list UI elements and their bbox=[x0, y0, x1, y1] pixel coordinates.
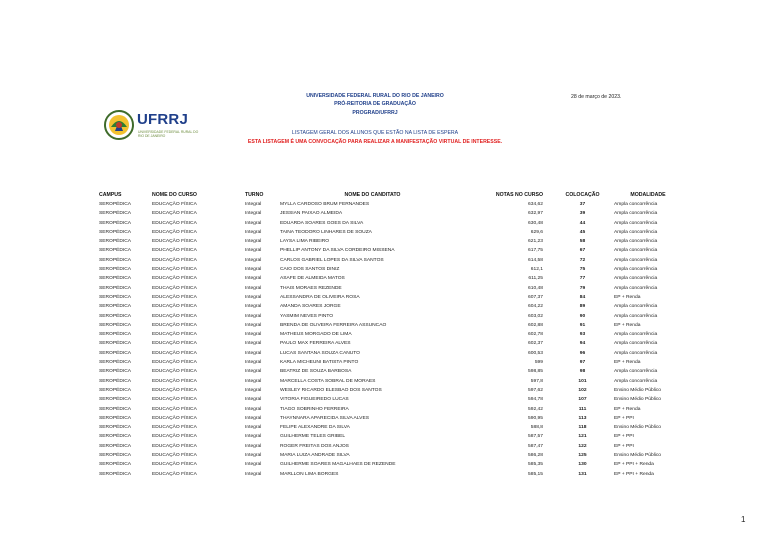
rank-cell: 37 bbox=[579, 202, 586, 207]
table-row bbox=[97, 349, 684, 358]
candidate-name-cell: LUCAS SANTANA SOUZA CANUTO bbox=[280, 350, 360, 356]
course-cell: EDUCAÇÃO FÍSICA bbox=[152, 378, 197, 384]
modality-cell: Ampla concorrência bbox=[614, 211, 658, 217]
candidate-name-cell: LAYSA LIMA RIBEIRO bbox=[280, 239, 330, 245]
score-cell: 585,35 bbox=[528, 462, 543, 468]
campus-cell: SEROPÉDICA bbox=[99, 406, 132, 412]
score-cell: 594,78 bbox=[528, 397, 543, 403]
modality-cell: EP + PPI bbox=[614, 415, 634, 421]
department-name: PRÓ-REITORIA DE GRADUAÇÃO bbox=[334, 101, 416, 107]
shift-cell: Integral bbox=[245, 360, 262, 366]
score-cell: 592,42 bbox=[528, 406, 543, 412]
table-row bbox=[97, 312, 684, 321]
course-cell: EDUCAÇÃO FÍSICA bbox=[152, 462, 197, 468]
column-header-shift: TURNO bbox=[245, 192, 264, 198]
table-row bbox=[97, 460, 684, 469]
candidate-name-cell: PHELLIP ANTONY DA SILVA CORDEIRO MISSENA bbox=[280, 248, 395, 254]
campus-cell: SEROPÉDICA bbox=[99, 387, 132, 393]
course-cell: EDUCAÇÃO FÍSICA bbox=[152, 443, 197, 449]
table-row bbox=[97, 339, 684, 348]
shift-cell: Integral bbox=[245, 248, 262, 254]
shift-cell: Integral bbox=[245, 350, 262, 356]
shift-cell: Integral bbox=[245, 397, 262, 403]
score-cell: 599 bbox=[534, 360, 543, 366]
campus-cell: SEROPÉDICA bbox=[99, 443, 132, 449]
candidate-name-cell: EDUARDA SOARES GOES DA SILVA bbox=[280, 220, 364, 226]
course-cell: EDUCAÇÃO FÍSICA bbox=[152, 471, 197, 477]
campus-cell: SEROPÉDICA bbox=[99, 415, 132, 421]
score-cell: 586,28 bbox=[528, 453, 543, 459]
shift-cell: Integral bbox=[245, 202, 262, 207]
campus-cell: SEROPÉDICA bbox=[99, 453, 132, 459]
candidate-name-cell: MYLLA CARDOSO BRUM FERNANDES bbox=[280, 202, 370, 207]
rank-cell: 101 bbox=[578, 378, 587, 384]
score-cell: 630,48 bbox=[528, 220, 543, 226]
course-cell: EDUCAÇÃO FÍSICA bbox=[152, 360, 197, 366]
modality-cell: Ensino Médio Público bbox=[614, 397, 662, 403]
campus-cell: SEROPÉDICA bbox=[99, 341, 132, 347]
campus-cell: SEROPÉDICA bbox=[99, 462, 132, 468]
shift-cell: Integral bbox=[245, 443, 262, 449]
course-cell: EDUCAÇÃO FÍSICA bbox=[152, 248, 197, 254]
candidate-name-cell: ROGER FREITAS DOS ANJOS bbox=[280, 443, 349, 449]
candidate-name-cell: YASMIM NEVES PINTO bbox=[280, 313, 334, 319]
score-cell: 612,1 bbox=[530, 267, 543, 273]
score-cell: 603,02 bbox=[528, 313, 543, 319]
candidate-name-cell: THAYNNARA APARECIDA SILVA ALVES bbox=[280, 415, 369, 421]
course-cell: EDUCAÇÃO FÍSICA bbox=[152, 332, 197, 338]
candidate-name-cell: ALESSANDRA DE OLIVEIRA ROSA bbox=[280, 294, 360, 300]
candidate-name-cell: MARLLON LIMA BORGES bbox=[280, 471, 339, 477]
modality-cell: Ensino Médio Público bbox=[614, 387, 662, 393]
campus-cell: SEROPÉDICA bbox=[99, 229, 132, 235]
candidate-name-cell: MARIA LUIZA ANDRADE SILVA bbox=[280, 453, 350, 459]
shift-cell: Integral bbox=[245, 332, 262, 338]
candidate-name-cell: FELIPE ALEXANDRE DA SILVA bbox=[280, 425, 350, 431]
modality-cell: EP + Renda bbox=[614, 406, 641, 412]
table-row bbox=[97, 414, 684, 423]
modality-cell: Ampla concorrência bbox=[614, 248, 658, 254]
shift-cell: Integral bbox=[245, 220, 262, 226]
table-row bbox=[97, 330, 684, 339]
campus-cell: SEROPÉDICA bbox=[99, 322, 132, 328]
rank-cell: 96 bbox=[579, 350, 586, 356]
score-cell: 610,48 bbox=[528, 285, 543, 291]
score-cell: 602,37 bbox=[528, 341, 543, 347]
campus-cell: SEROPÉDICA bbox=[99, 313, 132, 319]
course-cell: EDUCAÇÃO FÍSICA bbox=[152, 369, 197, 375]
table-row bbox=[97, 367, 684, 376]
rank-cell: 79 bbox=[579, 285, 586, 291]
table-row bbox=[97, 200, 684, 209]
candidate-name-cell: GUILHERME TELES GRIBEL bbox=[280, 434, 346, 440]
modality-cell: EP + PPI + Renda bbox=[614, 462, 654, 468]
shift-cell: Integral bbox=[245, 387, 262, 393]
table-row bbox=[97, 209, 684, 218]
logo-name: UFRRJ bbox=[137, 111, 189, 128]
course-cell: EDUCAÇÃO FÍSICA bbox=[152, 350, 197, 356]
rank-cell: 58 bbox=[579, 239, 586, 245]
score-cell: 621,23 bbox=[528, 239, 543, 245]
candidate-name-cell: JESSIAN PAIXAO ALMEIDA bbox=[280, 211, 343, 217]
candidate-name-cell: ASAFE DE ALMEIDA MATOS bbox=[280, 276, 345, 282]
modality-cell: Ampla concorrência bbox=[614, 267, 658, 273]
rank-cell: 84 bbox=[579, 294, 586, 300]
campus-cell: SEROPÉDICA bbox=[99, 257, 132, 263]
shift-cell: Integral bbox=[245, 434, 262, 440]
table-row bbox=[97, 377, 684, 386]
shift-cell: Integral bbox=[245, 257, 262, 263]
shift-cell: Integral bbox=[245, 378, 262, 384]
score-cell: 602,88 bbox=[528, 322, 543, 328]
column-header-rank: COLOCAÇÃO bbox=[565, 192, 600, 198]
rank-cell: 121 bbox=[578, 434, 587, 440]
rank-cell: 72 bbox=[579, 257, 586, 263]
course-cell: EDUCAÇÃO FÍSICA bbox=[152, 406, 197, 412]
modality-cell: Ampla concorrência bbox=[614, 304, 658, 310]
modality-cell: Ampla concorrência bbox=[614, 257, 658, 263]
candidate-name-cell: BRENDA DE OLIVEIRA FERREIRA ASSUNCAO bbox=[280, 322, 387, 328]
campus-cell: SEROPÉDICA bbox=[99, 434, 132, 440]
candidate-name-cell: BEATRIZ DE SOUZA BARBOSA bbox=[280, 369, 352, 375]
rank-cell: 75 bbox=[579, 267, 586, 273]
course-cell: EDUCAÇÃO FÍSICA bbox=[152, 304, 197, 310]
waiting-list-table bbox=[97, 191, 684, 479]
column-header-score: NOTAS NO CURSO bbox=[495, 192, 543, 198]
table-row bbox=[97, 284, 684, 293]
candidate-name-cell: TAINA TEODORO LINHARES DE SOUZA bbox=[280, 229, 372, 235]
table-row bbox=[97, 246, 684, 255]
score-cell: 588,8 bbox=[530, 425, 543, 431]
document-date: 28 de março de 2023. bbox=[571, 94, 622, 100]
campus-cell: SEROPÉDICA bbox=[99, 267, 132, 273]
course-cell: EDUCAÇÃO FÍSICA bbox=[152, 387, 197, 393]
list-title: LISTAGEM GERAL DOS ALUNOS QUE ESTÃO NA LISTA DE ESPERA bbox=[291, 130, 459, 136]
shift-cell: Integral bbox=[245, 276, 262, 282]
shift-cell: Integral bbox=[245, 211, 262, 217]
rank-cell: 111 bbox=[578, 406, 587, 412]
column-header-course: NOME DO CURSO bbox=[152, 192, 197, 198]
modality-cell: Ampla concorrência bbox=[614, 313, 658, 319]
table-row bbox=[97, 423, 684, 432]
campus-cell: SEROPÉDICA bbox=[99, 471, 132, 477]
rank-cell: 90 bbox=[579, 313, 586, 319]
table-row bbox=[97, 293, 684, 302]
candidate-name-cell: MARCELLA COSTA SOBRAL DE MORAES bbox=[280, 378, 376, 384]
rank-cell: 77 bbox=[579, 276, 586, 282]
table-row bbox=[97, 321, 684, 330]
score-cell: 587,57 bbox=[528, 434, 543, 440]
campus-cell: SEROPÉDICA bbox=[99, 220, 132, 226]
table-row bbox=[97, 358, 684, 367]
candidate-name-cell: VITORIA FIGUEIREDO LUCAS bbox=[280, 397, 349, 403]
rank-cell: 122 bbox=[578, 443, 587, 449]
modality-cell: EP + PPI bbox=[614, 443, 634, 449]
shift-cell: Integral bbox=[245, 406, 262, 412]
candidate-name-cell: CARLOS GABRIEL LOPES DA SILVA SANTOS bbox=[280, 257, 384, 263]
rank-cell: 97 bbox=[579, 360, 586, 366]
score-cell: 617,75 bbox=[528, 248, 543, 254]
score-cell: 598,85 bbox=[528, 369, 543, 375]
rank-cell: 89 bbox=[579, 304, 586, 310]
modality-cell: Ampla concorrência bbox=[614, 202, 658, 207]
department-acronym: PROGRAD/UFRRJ bbox=[352, 110, 398, 116]
convocation-notice: ESTA LISTAGEM É UMA CONVOCAÇÃO PARA REALIZAR A MANIFESTAÇÃO VIRTUAL DE INTERESSE. bbox=[247, 139, 503, 145]
course-cell: EDUCAÇÃO FÍSICA bbox=[152, 453, 197, 459]
campus-cell: SEROPÉDICA bbox=[99, 285, 132, 291]
modality-cell: EP + PPI bbox=[614, 434, 634, 440]
rank-cell: 67 bbox=[579, 248, 586, 254]
table-row bbox=[97, 432, 684, 441]
shift-cell: Integral bbox=[245, 369, 262, 375]
score-cell: 614,58 bbox=[528, 257, 543, 263]
campus-cell: SEROPÉDICA bbox=[99, 276, 132, 282]
rank-cell: 131 bbox=[578, 471, 587, 477]
table-row bbox=[97, 228, 684, 237]
campus-cell: SEROPÉDICA bbox=[99, 369, 132, 375]
table-row bbox=[97, 405, 684, 414]
course-cell: EDUCAÇÃO FÍSICA bbox=[152, 267, 197, 273]
column-header-candidate: NOME DO CANDITATO bbox=[344, 192, 401, 198]
modality-cell: Ampla concorrência bbox=[614, 369, 658, 375]
score-cell: 604,22 bbox=[528, 304, 543, 310]
candidate-name-cell: TIAGO SOBRINHO FERREIRA bbox=[280, 406, 349, 412]
table-body bbox=[97, 200, 684, 479]
course-cell: EDUCAÇÃO FÍSICA bbox=[152, 415, 197, 421]
table-row bbox=[97, 470, 684, 479]
campus-cell: SEROPÉDICA bbox=[99, 350, 132, 356]
score-cell: 632,97 bbox=[528, 211, 543, 217]
campus-cell: SEROPÉDICA bbox=[99, 202, 132, 207]
modality-cell: Ampla concorrência bbox=[614, 332, 658, 338]
table-row bbox=[97, 442, 684, 451]
campus-cell: SEROPÉDICA bbox=[99, 397, 132, 403]
campus-cell: SEROPÉDICA bbox=[99, 332, 132, 338]
candidate-name-cell: PAULO MAX FERREIRA ALVES bbox=[280, 341, 351, 347]
rank-cell: 91 bbox=[579, 322, 586, 328]
course-cell: EDUCAÇÃO FÍSICA bbox=[152, 313, 197, 319]
rank-cell: 39 bbox=[579, 211, 586, 217]
course-cell: EDUCAÇÃO FÍSICA bbox=[152, 220, 197, 226]
table-row bbox=[97, 265, 684, 274]
table-row bbox=[97, 274, 684, 283]
candidate-name-cell: MATHEUS MORGADO DE LIMA bbox=[280, 332, 352, 338]
modality-cell: Ampla concorrência bbox=[614, 285, 658, 291]
table-row bbox=[97, 395, 684, 404]
logo-subtitle: UNIVERSIDADE FEDERAL RURAL DO RIO DE JANEIRO bbox=[138, 130, 199, 138]
modality-cell: EP + Renda bbox=[614, 294, 641, 300]
campus-cell: SEROPÉDICA bbox=[99, 248, 132, 254]
modality-cell: Ensino Médio Público bbox=[614, 453, 662, 459]
score-cell: 597,8 bbox=[530, 378, 543, 384]
shift-cell: Integral bbox=[245, 471, 262, 477]
table-row bbox=[97, 237, 684, 246]
candidate-name-cell: GUILHERME SOARES MAGALHAES DE REZENDE bbox=[280, 462, 396, 468]
shift-cell: Integral bbox=[245, 267, 262, 273]
course-cell: EDUCAÇÃO FÍSICA bbox=[152, 425, 197, 431]
rank-cell: 94 bbox=[579, 341, 586, 347]
shift-cell: Integral bbox=[245, 415, 262, 421]
score-cell: 600,53 bbox=[528, 350, 543, 356]
score-cell: 629,6 bbox=[530, 229, 543, 235]
column-header-modality: MODALIDADE bbox=[630, 192, 666, 198]
rank-cell: 125 bbox=[578, 453, 587, 459]
table-row bbox=[97, 256, 684, 265]
rank-cell: 102 bbox=[578, 387, 587, 393]
modality-cell: Ampla concorrência bbox=[614, 229, 658, 235]
course-cell: EDUCAÇÃO FÍSICA bbox=[152, 276, 197, 282]
modality-cell: Ampla concorrência bbox=[614, 239, 658, 245]
rank-cell: 118 bbox=[578, 425, 587, 431]
rank-cell: 107 bbox=[578, 397, 587, 403]
modality-cell: Ampla concorrência bbox=[614, 350, 658, 356]
campus-cell: SEROPÉDICA bbox=[99, 211, 132, 217]
score-cell: 611,25 bbox=[528, 276, 543, 282]
course-cell: EDUCAÇÃO FÍSICA bbox=[152, 397, 197, 403]
course-cell: EDUCAÇÃO FÍSICA bbox=[152, 322, 197, 328]
ufrrj-logo bbox=[103, 109, 199, 143]
campus-cell: SEROPÉDICA bbox=[99, 294, 132, 300]
modality-cell: Ampla concorrência bbox=[614, 341, 658, 347]
shift-cell: Integral bbox=[245, 341, 262, 347]
candidate-name-cell: THAIS MORAES REZENDE bbox=[280, 285, 342, 291]
score-cell: 585,15 bbox=[528, 471, 543, 477]
table-row bbox=[97, 219, 684, 228]
rank-cell: 44 bbox=[579, 220, 586, 226]
course-cell: EDUCAÇÃO FÍSICA bbox=[152, 229, 197, 235]
score-cell: 597,62 bbox=[528, 387, 543, 393]
modality-cell: EP + Renda bbox=[614, 360, 641, 366]
score-cell: 590,95 bbox=[528, 415, 543, 421]
rank-cell: 98 bbox=[579, 369, 586, 375]
campus-cell: SEROPÉDICA bbox=[99, 425, 132, 431]
score-cell: 587,47 bbox=[528, 443, 543, 449]
shift-cell: Integral bbox=[245, 304, 262, 310]
modality-cell: Ensino Médio Público bbox=[614, 425, 662, 431]
modality-cell: Ampla concorrência bbox=[614, 378, 658, 384]
ufrrj-emblem-icon bbox=[103, 109, 135, 141]
rank-cell: 45 bbox=[579, 229, 586, 235]
column-header-campus: CAMPUS bbox=[99, 192, 122, 198]
institution-name: UNIVERSIDADE FEDERAL RURAL DO RIO DE JANEIRO bbox=[306, 93, 444, 99]
course-cell: EDUCAÇÃO FÍSICA bbox=[152, 257, 197, 263]
course-cell: EDUCAÇÃO FÍSICA bbox=[152, 294, 197, 300]
page-number: 1 bbox=[741, 515, 746, 524]
score-cell: 634,62 bbox=[528, 202, 543, 207]
modality-cell: Ampla concorrência bbox=[614, 276, 658, 282]
modality-cell: EP + PPI + Renda bbox=[614, 471, 654, 477]
table-header-row bbox=[97, 191, 684, 200]
course-cell: EDUCAÇÃO FÍSICA bbox=[152, 285, 197, 291]
score-cell: 602,78 bbox=[528, 332, 543, 338]
candidate-name-cell: AMANDA SOARES JORGE bbox=[280, 304, 341, 310]
shift-cell: Integral bbox=[245, 239, 262, 245]
course-cell: EDUCAÇÃO FÍSICA bbox=[152, 341, 197, 347]
course-cell: EDUCAÇÃO FÍSICA bbox=[152, 434, 197, 440]
table-row bbox=[97, 451, 684, 460]
shift-cell: Integral bbox=[245, 285, 262, 291]
shift-cell: Integral bbox=[245, 453, 262, 459]
shift-cell: Integral bbox=[245, 322, 262, 328]
course-cell: EDUCAÇÃO FÍSICA bbox=[152, 239, 197, 245]
rank-cell: 113 bbox=[578, 415, 587, 421]
shift-cell: Integral bbox=[245, 425, 262, 431]
score-cell: 607,37 bbox=[528, 294, 543, 300]
modality-cell: EP + Renda bbox=[614, 322, 641, 328]
shift-cell: Integral bbox=[245, 313, 262, 319]
rank-cell: 93 bbox=[579, 332, 586, 338]
modality-cell: Ampla concorrência bbox=[614, 220, 658, 226]
campus-cell: SEROPÉDICA bbox=[99, 378, 132, 384]
rank-cell: 130 bbox=[578, 462, 587, 468]
campus-cell: SEROPÉDICA bbox=[99, 360, 132, 366]
candidate-name-cell: KARLA MICHEUNI BATISTA PINTO bbox=[280, 360, 359, 366]
campus-cell: SEROPÉDICA bbox=[99, 304, 132, 310]
course-cell: EDUCAÇÃO FÍSICA bbox=[152, 211, 197, 217]
course-cell: EDUCAÇÃO FÍSICA bbox=[152, 202, 197, 207]
candidate-name-cell: CAIO DOS SANTOS DINIZ bbox=[280, 267, 340, 273]
shift-cell: Integral bbox=[245, 229, 262, 235]
table-row bbox=[97, 302, 684, 311]
table-row bbox=[97, 386, 684, 395]
shift-cell: Integral bbox=[245, 462, 262, 468]
campus-cell: SEROPÉDICA bbox=[99, 239, 132, 245]
shift-cell: Integral bbox=[245, 294, 262, 300]
candidate-name-cell: WESLEY RICARDO ELESBAO DOS SANTOS bbox=[280, 387, 382, 393]
